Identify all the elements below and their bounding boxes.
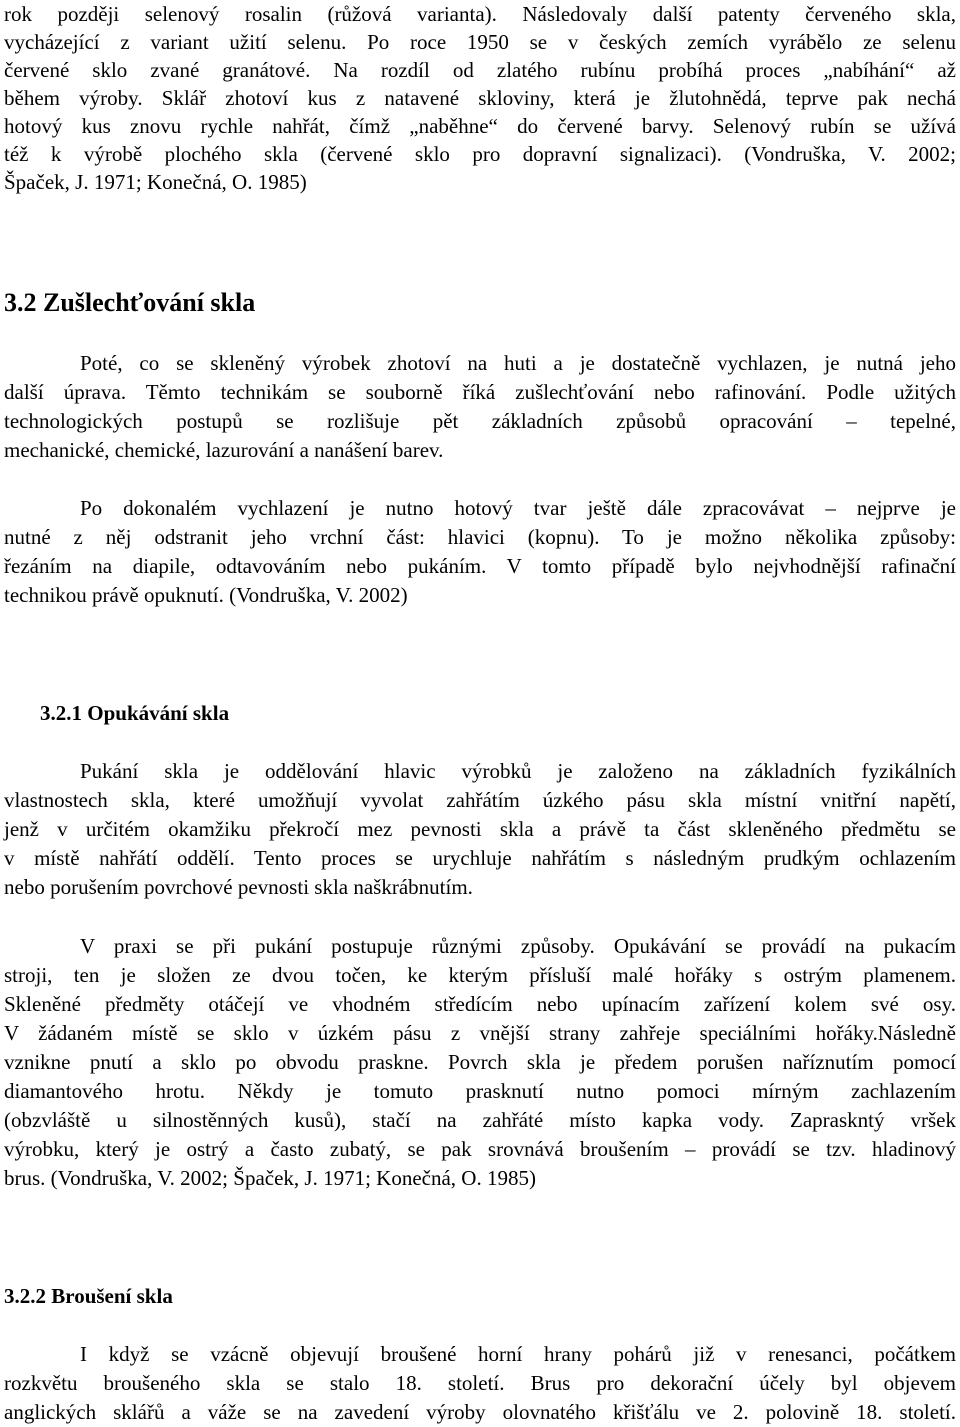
- text-line: technikou právě opuknutí. (Vondruška, V. 2002): [4, 583, 408, 607]
- text-line: brus. (Vondruška, V. 2002; Špaček, J. 1971; Konečná, O. 1985): [4, 1166, 536, 1190]
- text-line: v místě nahřátí oddělí. Tento proces se urychluje nahřátím s následným prudkým ochlazením: [4, 846, 956, 870]
- text-line: diamantového hrotu. Někdy je tomuto prasknutí nutno pomoci mírným zachlazením: [4, 1079, 956, 1103]
- text-line: též k výrobě plochého skla (červené sklo pro dopravní signalizaci). (Vondruška, V. 2002;: [4, 142, 956, 166]
- text-line: jenž v určitém okamžiku překročí mez pevnosti skla a právě ta část skleněného předmětu se: [4, 817, 956, 841]
- text-line: další úprava. Těmto technikám se souborně říká zušlechťování nebo rafinování. Podle užitých: [4, 380, 956, 404]
- text-line: V žádaném místě se sklo v úzkém pásu z vnější strany zahřeje speciálními hořáky.Následně: [4, 1021, 956, 1045]
- subsection-heading: 3.2.1 Opukávání skla: [40, 701, 230, 725]
- text-line: rok později selenový rosalin (růžová varianta). Následovaly další patenty červeného skla,: [4, 2, 956, 26]
- text-line: Pukání skla je oddělování hlavic výrobků je založeno na základních fyzikálních: [80, 759, 956, 783]
- section-heading: 3.2 Zušlechťování skla: [4, 288, 256, 317]
- text-line: vznikne pnutí a sklo po obvodu praskne. Povrch skla je předem porušen naříznutím pomocí: [4, 1050, 956, 1074]
- text-line: Skleněné předměty otáčejí ve vhodném středícím nebo upínacím zařízení kolem své osy.: [4, 992, 956, 1016]
- text-line: V praxi se při pukání postupuje různými způsoby. Opukávání se provádí na pukacím: [80, 934, 956, 958]
- text-line: během výroby. Sklář zhotoví kus z natavené skloviny, která je žlutohnědá, teprve pak nechá: [4, 86, 956, 110]
- text-line: nutné z něj odstranit jeho vrchní část: hlavici (kopnu). To je možno několika způsoby:: [4, 525, 956, 549]
- text-line: stroji, ten je složen ze dvou točen, ke kterým přísluší malé hořáky s ostrým plamenem.: [4, 963, 956, 987]
- text-line: Špaček, J. 1971; Konečná, O. 1985): [4, 170, 307, 194]
- subsection-heading: 3.2.2 Broušení skla: [4, 1284, 173, 1308]
- text-line: rozkvětu broušeného skla se stalo 18. století. Brus pro dekorační účely byl objevem: [4, 1371, 956, 1395]
- text-line: vlastnostech skla, které umožňují vyvolat zahřátím úzkého pásu skla místní vnitřní napětí,: [4, 788, 956, 812]
- text-line: Po dokonalém vychlazení je nutno hotový tvar ještě dále zpracovávat – nejprve je: [80, 496, 956, 520]
- text-line: technologických postupů se rozlišuje pět základních způsobů opracování – tepelné,: [4, 409, 956, 433]
- text-line: mechanické, chemické, lazurování a nanášení barev.: [4, 438, 444, 462]
- text-line: nebo porušením povrchové pevnosti skla naškrábnutím.: [4, 875, 473, 899]
- text-line: výrobku, který je ostrý a často zubatý, se pak srovnává broušením – provádí se tzv. hladinový: [4, 1137, 956, 1161]
- text-line: červené sklo zvané granátové. Na rozdíl od zlatého rubínu probíhá proces „nabíhání“ až: [4, 58, 956, 82]
- text-line: vycházející z variant užití selenu. Po roce 1950 se v českých zemích vyrábělo ze selenu: [4, 30, 956, 54]
- text-line: I když se vzácně objevují broušené horní hrany pohárů již v renesanci, počátkem: [80, 1342, 956, 1366]
- text-line: řezáním na diapile, odtavováním nebo pukáním. V tomto případě bylo nejvhodnější rafinační: [4, 554, 956, 578]
- text-line: (obzvláště u silnostěnných kusů), stačí na zahřáté místo kapka vody. Zapraskntý vršek: [4, 1108, 956, 1132]
- text-line: hotový kus znovu rychle nahřát, čímž „naběhne“ do červené barvy. Selenový rubín se užívá: [4, 114, 956, 138]
- text-line: Poté, co se skleněný výrobek zhotoví na huti a je dostatečně vychlazen, je nutná jeho: [80, 351, 956, 375]
- text-line: anglických sklářů a váže se na zavedení výroby olovnatého křišťálu ve 2. polovině 18. století.: [4, 1400, 956, 1424]
